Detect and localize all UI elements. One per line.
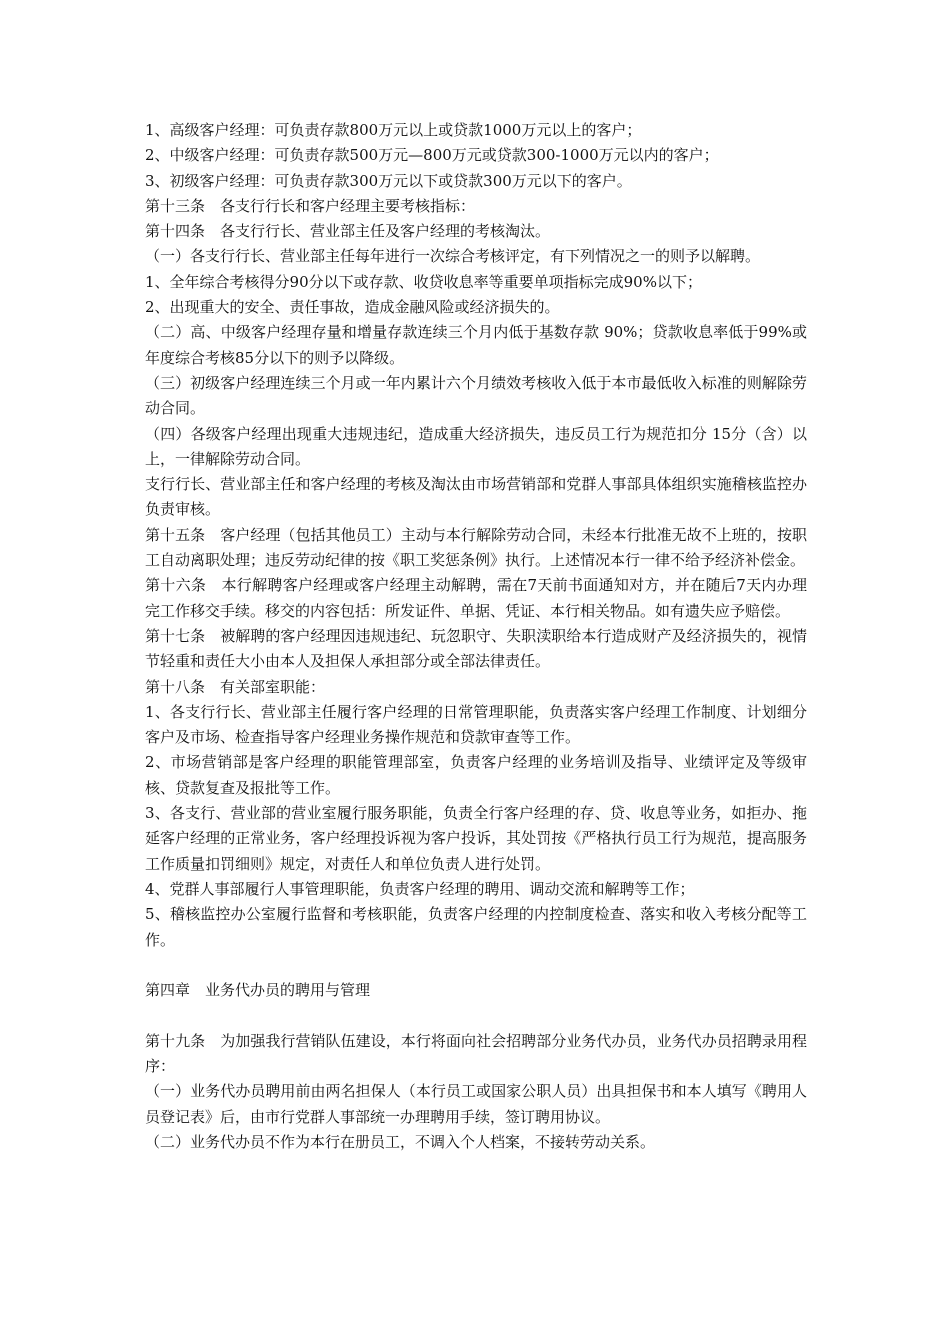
article-paragraph: 第十七条 被解聘的客户经理因违规违纪、玩忽职守、失职渎职给本行造成财产及经济损失的，视情节轻重和责任大小由本人及担保人承担部分或全部法律责任。 <box>145 626 807 671</box>
paragraph: （三）初级客户经理连续三个月或一年内累计六个月绩效考核收入低于本市最低收入标准的则解除劳动合同。 <box>145 373 807 418</box>
paragraph: 1、全年综合考核得分90分以下或存款、收贷收息率等重要单项指标完成90%以下； <box>145 272 702 291</box>
paragraph: （四）各级客户经理出现重大违规违纪，造成重大经济损失，违反员工行为规范扣分 15分（含）以上，一律解除劳动合同。 <box>145 424 807 468</box>
chapter-heading: 第四章 业务代办员的聘用与管理 <box>145 981 371 1000</box>
paragraph: 支行行长、营业部主任和客户经理的考核及淘汰由市场营销部和党群人事部具体组织实施稽核监控办负责审核。 <box>145 475 807 519</box>
article-heading: 第十四条 各支行行长、营业部主任及客户经理的考核淘汰。 <box>145 222 551 241</box>
paragraph: 4、党群人事部履行人事管理职能，负责客户经理的聘用、调动交流和解聘等工作； <box>145 879 695 898</box>
paragraph: 2、市场营销部是客户经理的职能管理部室，负责客户经理的业务培训及指导、业绩评定及等级审核、贷款复查及报批等工作。 <box>145 753 807 797</box>
paragraph: 2、出现重大的安全、责任事故，造成金融风险或经济损失的。 <box>145 298 560 317</box>
article-heading: 第十八条 有关部室职能： <box>145 677 326 696</box>
paragraph: 3、初级客户经理：可负责存款300万元以下或贷款300万元以下的客户。 <box>145 171 632 190</box>
paragraph: （一）业务代办员聘用前由两名担保人（本行员工或国家公职人员）出具担保书和本人填写《聘用人员登记表》后，由市行党群人事部统一办理聘用手续，签订聘用协议。 <box>145 1082 807 1126</box>
blank-line <box>145 1003 807 1028</box>
paragraph: （一）各支行行长、营业部主任每年进行一次综合考核评定，有下列情况之一的则予以解聘。 <box>145 247 761 266</box>
document-page <box>145 118 807 1155</box>
paragraph: （二）高、中级客户经理存量和增量存款连续三个月内低于基数存款 90%；贷款收息率低于99%或年度综合考核85分以下的则予以降级。 <box>145 323 807 367</box>
article-heading: 第十三条 各支行行长和客户经理主要考核指标： <box>145 196 476 215</box>
article-paragraph: 第十九条 为加强我行营销队伍建设，本行将面向社会招聘部分业务代办员，业务代办员招聘录用程序： <box>145 1031 807 1075</box>
paragraph: 1、高级客户经理：可负责存款800万元以上或贷款1000万元以上的客户； <box>145 121 642 139</box>
blank-line <box>145 953 807 978</box>
paragraph: 5、稽核监控办公室履行监督和考核职能，负责客户经理的内控制度检查、落实和收入考核分配等工作。 <box>145 905 807 949</box>
article-paragraph: 第十六条 本行解聘客户经理或客户经理主动解聘，需在7天前书面通知对方，并在随后7天内办理完工作移交手续。移交的内容包括：所发证件、单据、凭证、本行相关物品。如有遗失应予赔偿。 <box>145 576 807 620</box>
article-paragraph: 第十五条 客户经理（包括其他员工）主动与本行解除劳动合同，未经本行批准无故不上班的，按职工自动离职处理；违反劳动纪律的按《职工奖惩条例》执行。上述情况本行一律不给予经济补偿金。 <box>145 525 807 570</box>
paragraph: 1、各支行行长、营业部主任履行客户经理的日常管理职能，负责落实客户经理工作制度、计划细分客户及市场、检查指导客户经理业务操作规范和贷款审查等工作。 <box>145 702 807 747</box>
paragraph: （二）业务代办员不作为本行在册员工，不调入个人档案，不接转劳动关系。 <box>145 1132 656 1151</box>
paragraph: 2、中级客户经理：可负责存款500万元—800万元或贷款300-1000万元以内的客户； <box>145 146 719 165</box>
paragraph: 3、各支行、营业部的营业室履行服务职能，负责全行客户经理的存、贷、收息等业务，如拒办、拖延客户经理的正常业务，客户经理投诉视为客户投诉，其处罚按《严格执行员工行为规范，提高服务工作质量扣罚细则》规定，对责任人和单位负责人进行处罚。 <box>145 804 807 873</box>
